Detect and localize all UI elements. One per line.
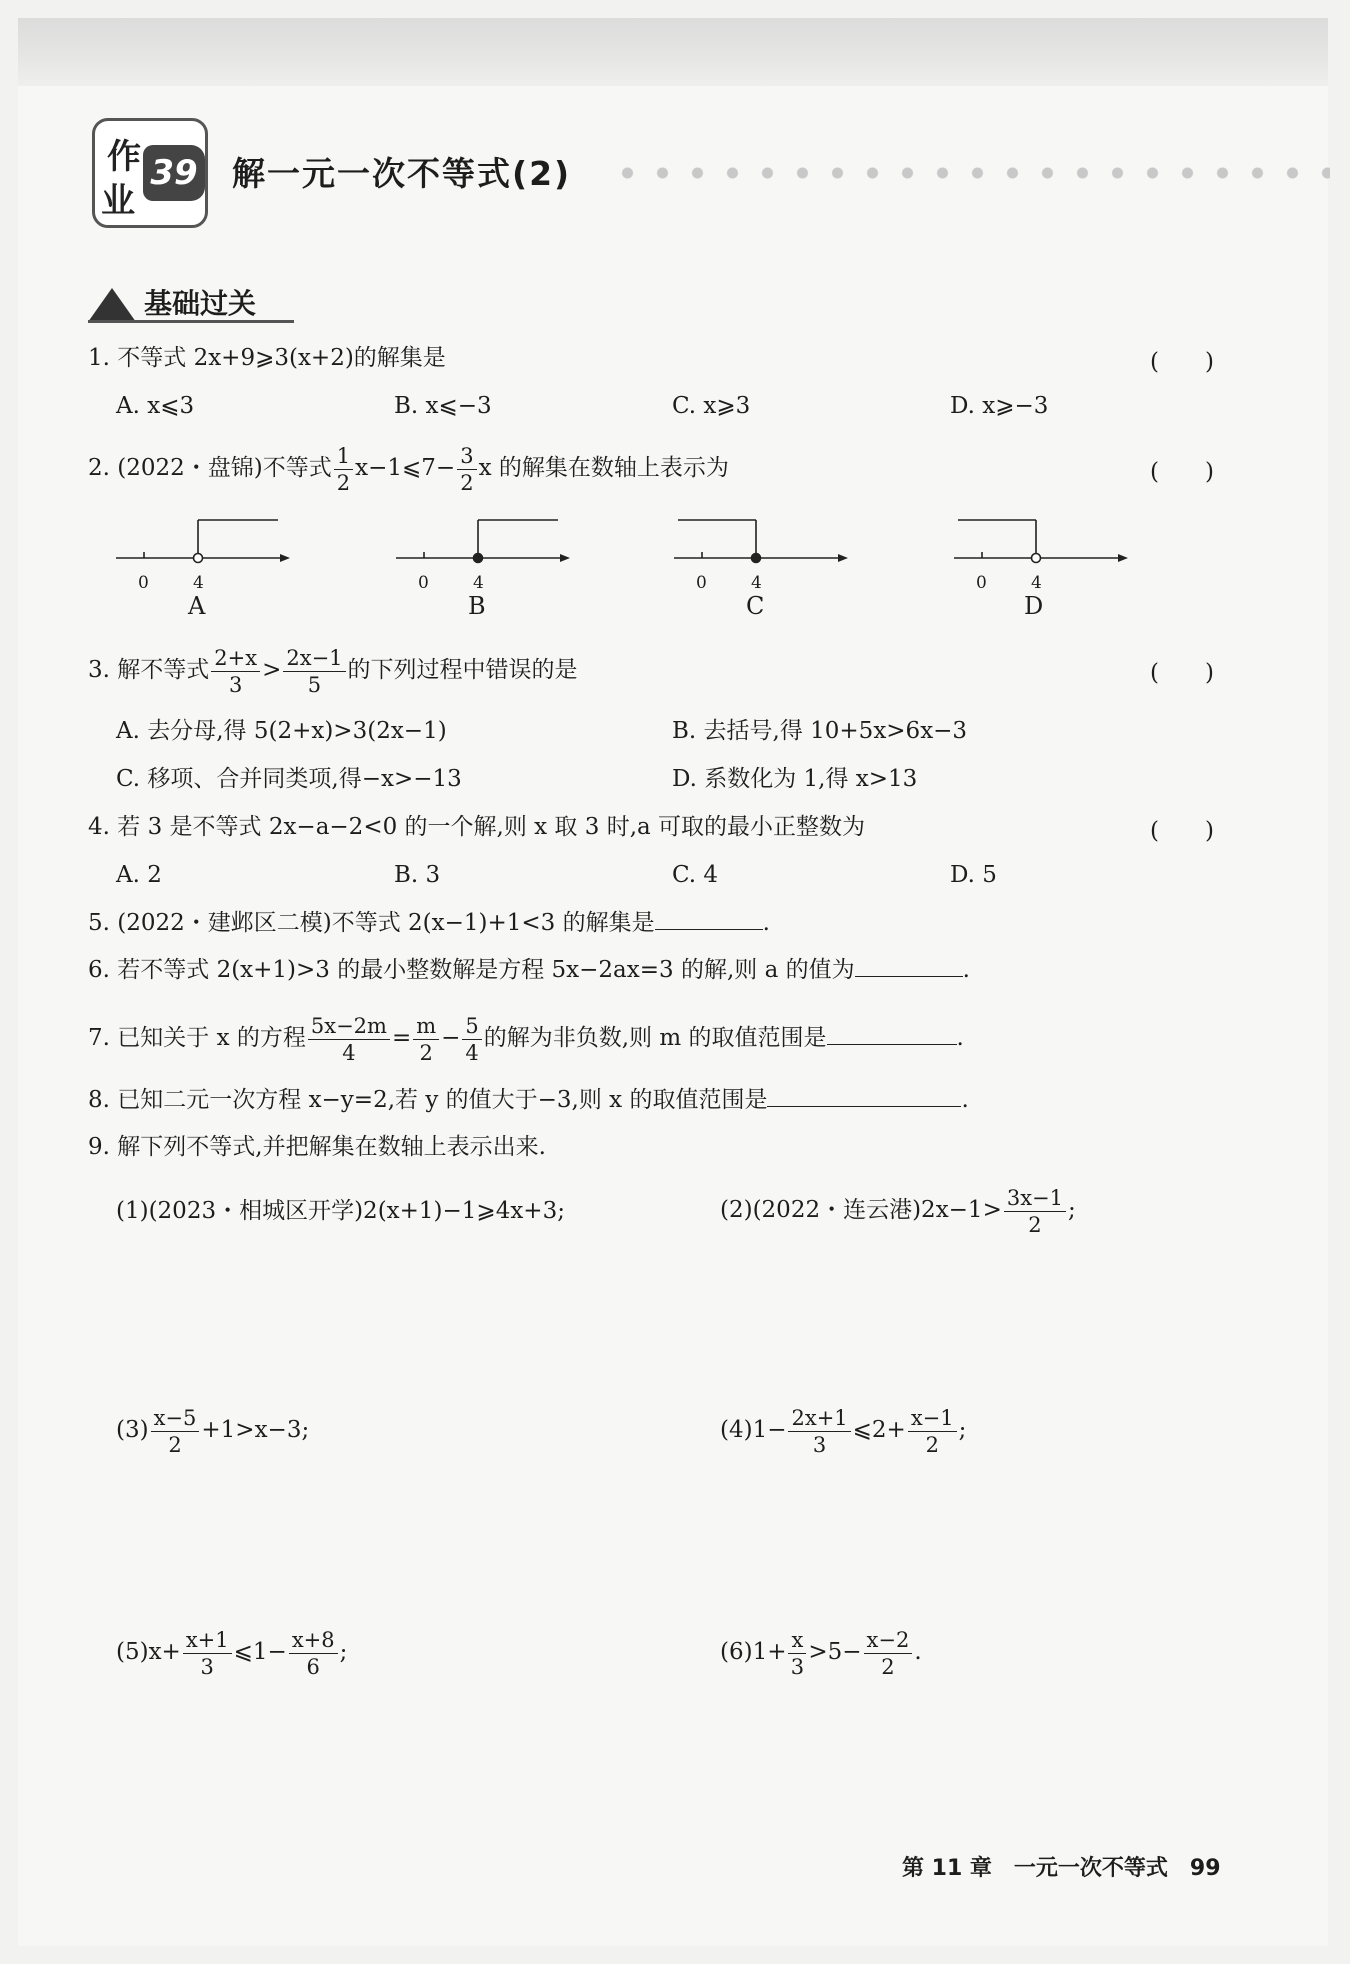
section-heading — [88, 280, 294, 322]
q7-frac-1 — [308, 1013, 390, 1066]
q9-part-6 — [720, 1622, 922, 1682]
q7-stem-a: 7. 已知关于 x 的方程 — [88, 1025, 306, 1051]
q7-answer-blank[interactable] — [827, 1024, 957, 1045]
q2-a-tick0: 0 — [138, 573, 149, 593]
q9-p6-c: . — [914, 1639, 922, 1665]
q7-frac-1-num: 5x−2m — [308, 1013, 390, 1040]
q9-p6-den-1: 3 — [790, 1654, 805, 1679]
q9-p5-den-2: 6 — [306, 1654, 320, 1679]
q8-line — [88, 1085, 969, 1115]
page-title: 解一元一次不等式(2) — [232, 154, 572, 193]
q7-minus: − — [441, 1025, 461, 1051]
q3-stem — [88, 640, 578, 700]
q7-frac-2-num: m — [413, 1013, 439, 1040]
q6-line — [88, 955, 970, 985]
q3-frac-1-den: 3 — [228, 672, 243, 697]
q5-end: . — [762, 910, 770, 936]
q9-p4-b: ⩽2+ — [852, 1417, 906, 1443]
q9-p2-a: (2)(2022・连云港)2x−1> — [720, 1197, 1002, 1223]
q1-answer-paren: ( ) — [1150, 349, 1214, 375]
q7-end: . — [956, 1025, 964, 1051]
q9-p3-b: +1>x−3; — [201, 1417, 310, 1443]
q1-stem: 1. 不等式 2x+9⩾3(x+2)的解集是 — [88, 345, 446, 371]
q2-choice-c-label: C — [746, 592, 765, 620]
q9-p6-den-2: 2 — [881, 1654, 895, 1679]
q7-frac-2-den: 2 — [419, 1040, 433, 1065]
q8-answer-blank[interactable] — [767, 1086, 961, 1107]
q9-stem: 9. 解下列不等式,并把解集在数轴上表示出来. — [88, 1134, 546, 1160]
q4-option-c: C. 4 — [672, 862, 719, 888]
q9-p6-num-1: x — [788, 1627, 806, 1654]
q3-option-d: D. 系数化为 1,得 x>13 — [672, 766, 918, 792]
q9-p2-b: ; — [1068, 1197, 1076, 1223]
q2-choice-d-label: D — [1024, 592, 1044, 620]
q2-answer-paren: ( ) — [1150, 459, 1214, 485]
q7-frac-3-num: 5 — [462, 1013, 481, 1040]
q1-option-b: B. x⩽−3 — [394, 393, 492, 419]
q4-option-a: A. 2 — [116, 862, 162, 888]
q3-frac-2 — [283, 645, 345, 698]
q7-frac-3 — [462, 1013, 481, 1066]
q9-p5-frac-2 — [289, 1627, 338, 1680]
q7-stem-b: 的解为非负数,则 m 的取值范围是 — [483, 1025, 827, 1051]
q9-part-1: (1)(2023・相城区开学)2(x+1)−1⩾4x+3; — [116, 1198, 565, 1224]
q9-p6-frac-1 — [788, 1627, 806, 1680]
q8-end: . — [961, 1087, 969, 1113]
q2-c-tick4: 4 — [751, 573, 762, 593]
q3-option-a: A. 去分母,得 5(2+x)>3(2x−1) — [116, 718, 447, 744]
q2-d-tick4: 4 — [1031, 573, 1042, 593]
q2-frac-2-num: 3 — [457, 443, 476, 470]
q9-p4-den-1: 3 — [812, 1432, 827, 1457]
q3-option-b: B. 去括号,得 10+5x>6x−3 — [672, 718, 968, 744]
q9-part-4 — [720, 1400, 966, 1460]
q6-answer-blank[interactable] — [855, 956, 963, 977]
q9-p4-num-1: 2x+1 — [788, 1405, 850, 1432]
badge-top-char: 作 — [107, 137, 141, 177]
q4-answer-paren: ( ) — [1150, 818, 1214, 844]
q1-option-a: A. x⩽3 — [116, 393, 195, 419]
q4-option-d: D. 5 — [950, 862, 997, 888]
q7-frac-1-den: 4 — [342, 1040, 356, 1065]
badge-number: 39 — [143, 145, 205, 201]
q2-d-tick0: 0 — [976, 573, 987, 593]
q3-stem-b: 的下列过程中错误的是 — [347, 657, 578, 683]
q3-stem-a: 3. 解不等式 — [88, 657, 210, 683]
q3-answer-paren: ( ) — [1150, 660, 1214, 686]
q9-p4-frac-1 — [788, 1405, 850, 1458]
q2-frac-2 — [457, 443, 476, 496]
q2-stem-c: x 的解集在数轴上表示为 — [478, 455, 729, 481]
q3-frac-1-num: 2+x — [211, 645, 260, 672]
q2-frac-1-num: 1 — [334, 443, 353, 470]
q6-stem: 6. 若不等式 2(x+1)>3 的最小整数解是方程 5x−2ax=3 的解,则 a 的值为 — [88, 957, 855, 983]
q9-p3-frac — [151, 1405, 200, 1458]
q3-frac-2-num: 2x−1 — [283, 645, 345, 672]
page-footer: 第 11 章 一元一次不等式 99 — [902, 1856, 1221, 1881]
q7-frac-3-den: 4 — [465, 1040, 479, 1065]
q9-part-2 — [720, 1180, 1076, 1240]
q9-p5-frac-1 — [183, 1627, 232, 1680]
q9-p5-b: ⩽1− — [233, 1639, 287, 1665]
q9-p5-num-1: x+1 — [183, 1627, 232, 1654]
q1-option-d: D. x⩾−3 — [950, 393, 1049, 419]
q5-answer-blank[interactable] — [655, 909, 763, 930]
q8-stem: 8. 已知二元一次方程 x−y=2,若 y 的值大于−3,则 x 的取值范围是 — [88, 1087, 768, 1113]
section-label: 基础过关 — [144, 287, 257, 320]
q9-p2-frac — [1004, 1185, 1066, 1238]
q2-frac-1 — [334, 443, 353, 496]
q2-stem — [88, 438, 729, 498]
q9-p6-frac-2 — [864, 1627, 913, 1680]
q9-p5-num-2: x+8 — [289, 1627, 338, 1654]
q9-p4-num-2: x−1 — [908, 1405, 957, 1432]
q3-frac-2-den: 5 — [307, 672, 322, 697]
q7-line — [88, 1008, 964, 1068]
q2-choice-a-label: A — [188, 592, 206, 620]
q2-a-tick4: 4 — [193, 573, 204, 593]
q9-part-5 — [116, 1622, 347, 1682]
q2-frac-1-den: 2 — [336, 470, 351, 495]
q9-p6-b: >5− — [808, 1639, 862, 1665]
badge-bottom-char: 业 — [101, 181, 135, 221]
assignment-badge — [92, 118, 208, 228]
q2-choice-b-label: B — [468, 592, 486, 620]
q2-c-tick0: 0 — [696, 573, 707, 593]
mountain-icon — [88, 288, 136, 322]
q3-option-c: C. 移项、合并同类项,得−x>−13 — [116, 766, 462, 792]
q9-p3-den: 2 — [168, 1432, 182, 1457]
q9-p4-c: ; — [958, 1417, 967, 1443]
q2-b-tick0: 0 — [418, 573, 429, 593]
q7-frac-2 — [413, 1013, 439, 1066]
q9-p3-a: (3) — [116, 1417, 149, 1443]
q1-option-c: C. x⩾3 — [672, 393, 751, 419]
q4-stem: 4. 若 3 是不等式 2x−a−2<0 的一个解,则 x 取 3 时,a 可取的最小正整数为 — [88, 814, 866, 840]
scan-top-band — [18, 18, 1328, 86]
q9-p4-frac-2 — [908, 1405, 957, 1458]
q9-p2-num: 3x−1 — [1004, 1185, 1066, 1212]
q9-p2-den: 2 — [1028, 1212, 1042, 1237]
q9-part-3 — [116, 1400, 309, 1460]
q9-p3-num: x−5 — [151, 1405, 200, 1432]
q2-b-tick4: 4 — [473, 573, 484, 593]
q7-eq: = — [391, 1025, 412, 1051]
q5-line — [88, 908, 770, 938]
q9-p5-c: ; — [339, 1639, 348, 1665]
q9-p4-den-2: 2 — [925, 1432, 939, 1457]
q9-p5-a: (5)x+ — [116, 1639, 181, 1665]
q5-stem: 5. (2022・建邺区二模)不等式 2(x−1)+1<3 的解集是 — [88, 910, 655, 936]
section-underline — [88, 320, 294, 323]
q3-frac-1 — [211, 645, 260, 698]
q9-p5-den-1: 3 — [200, 1654, 214, 1679]
q9-p6-a: (6)1+ — [720, 1639, 787, 1665]
q9-p4-a: (4)1− — [720, 1417, 787, 1443]
q2-stem-a: 2. (2022・盘锦)不等式 — [88, 455, 332, 481]
q2-frac-2-den: 2 — [460, 470, 474, 495]
q4-option-b: B. 3 — [394, 862, 441, 888]
q6-end: . — [962, 957, 970, 983]
q2-stem-b: x−1⩽7− — [355, 455, 456, 481]
q3-op: > — [262, 657, 282, 683]
q9-p6-num-2: x−2 — [864, 1627, 913, 1654]
title-dot-rule — [610, 166, 1330, 180]
